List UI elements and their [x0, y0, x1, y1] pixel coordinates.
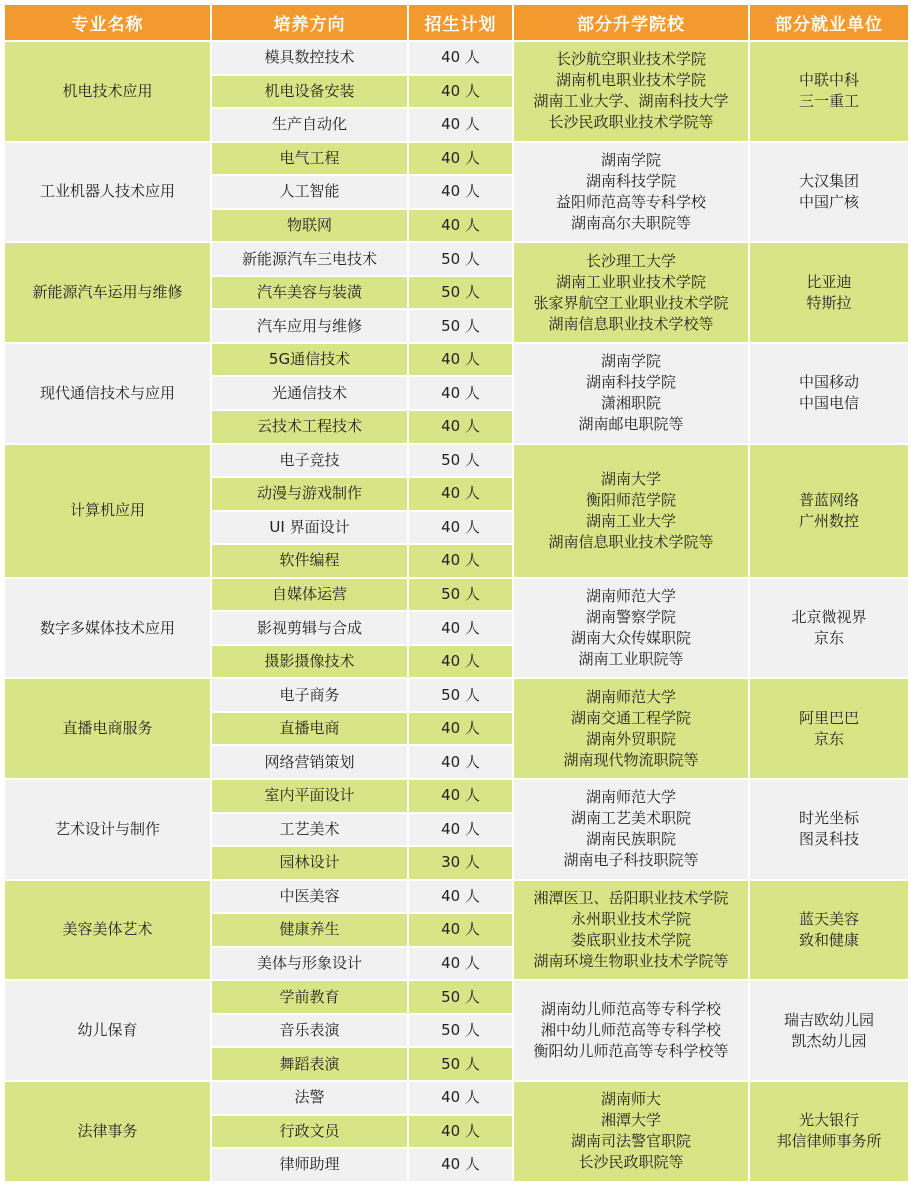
college-line: 湖南电子科技职院等 — [563, 851, 699, 870]
employer-line: 京东 — [813, 729, 844, 748]
college-line: 湖南大学 — [600, 469, 661, 488]
college-line: 湖南工艺美术职院 — [570, 809, 691, 828]
table-row — [5, 143, 908, 175]
college-line: 湖南邮电职院等 — [578, 415, 684, 434]
college-line: 湖南幼儿师范高等专科学校 — [540, 1000, 721, 1019]
enrollment-plan-cell: 40 人 — [409, 545, 512, 577]
employers-cell — [750, 445, 908, 577]
college-line: 湖南环境生物职业技术学院等 — [533, 951, 729, 970]
employer-line: 比亚迪 — [806, 272, 852, 291]
enrollment-plan-cell: 40 人 — [409, 411, 512, 443]
college-line: 长沙民政职业技术学院等 — [548, 113, 714, 132]
header-enrollment-plan: 招生计划 — [409, 5, 512, 40]
enrollment-plan-cell: 40 人 — [409, 814, 512, 846]
direction-cell: 云技术工程技术 — [212, 411, 407, 443]
employers-cell — [750, 780, 908, 879]
direction-cell: 机电设备安装 — [212, 76, 407, 108]
employer-line: 光大银行 — [798, 1111, 859, 1130]
colleges-cell — [514, 344, 748, 443]
direction-cell: 行政文员 — [212, 1116, 407, 1148]
direction-cell: 影视剪辑与合成 — [212, 612, 407, 644]
employer-line: 时光坐标 — [798, 809, 859, 828]
major-name: 计算机应用 — [5, 445, 210, 577]
major-name: 新能源汽车运用与维修 — [5, 243, 210, 342]
colleges-cell — [514, 780, 748, 879]
enrollment-plan-cell: 40 人 — [409, 713, 512, 745]
enrollment-plan-cell: 40 人 — [409, 109, 512, 141]
colleges-cell — [514, 1082, 748, 1181]
enrollment-plan-cell: 40 人 — [409, 76, 512, 108]
college-line: 潇湘职院 — [600, 394, 661, 413]
college-line: 湖南民族职院 — [585, 830, 676, 849]
employer-line: 大汉集团 — [798, 171, 859, 190]
direction-cell: 软件编程 — [212, 545, 407, 577]
direction-cell: 工艺美术 — [212, 814, 407, 846]
college-line: 张家界航空工业职业技术学院 — [533, 293, 729, 312]
college-line: 湖南高尔夫职院等 — [570, 213, 691, 232]
college-line: 湖南司法警官职院 — [570, 1132, 691, 1151]
colleges-cell — [514, 143, 748, 242]
direction-cell: 人工智能 — [212, 176, 407, 208]
college-line: 衡阳师范学院 — [585, 490, 676, 509]
college-line: 衡阳幼儿师范高等专科学校等 — [533, 1042, 729, 1061]
employers-cell — [750, 243, 908, 342]
employer-line: 中国移动 — [798, 373, 859, 392]
direction-cell: 新能源汽车三电技术 — [212, 243, 407, 275]
direction-cell: 直播电商 — [212, 713, 407, 745]
employers-cell — [750, 679, 908, 778]
direction-cell: 室内平面设计 — [212, 780, 407, 812]
direction-cell: 汽车应用与维修 — [212, 310, 407, 342]
college-line: 湖南机电职业技术学院 — [555, 71, 706, 90]
employer-line: 蓝天美容 — [798, 909, 859, 928]
enrollment-plan-cell: 50 人 — [409, 445, 512, 477]
college-line: 益阳师范高等专科学校 — [555, 192, 706, 211]
table-row — [5, 1082, 908, 1114]
majors-table — [3, 3, 910, 1183]
college-line: 湖南现代物流职院等 — [563, 750, 699, 769]
employers-cell — [750, 143, 908, 242]
enrollment-plan-cell: 40 人 — [409, 478, 512, 510]
enrollment-plan-cell: 40 人 — [409, 344, 512, 376]
enrollment-plan-cell: 40 人 — [409, 512, 512, 544]
direction-cell: 物联网 — [212, 210, 407, 242]
direction-cell: 法警 — [212, 1082, 407, 1114]
table-row — [5, 344, 908, 376]
enrollment-plan-cell: 40 人 — [409, 1116, 512, 1148]
employer-line: 京东 — [813, 629, 844, 648]
enrollment-plan-cell: 50 人 — [409, 243, 512, 275]
college-line: 湖南工业职院等 — [578, 650, 684, 669]
direction-cell: 舞蹈表演 — [212, 1048, 407, 1080]
colleges-cell — [514, 445, 748, 577]
employers-cell — [750, 579, 908, 678]
table-row — [5, 679, 908, 711]
direction-cell: 摄影摄像技术 — [212, 646, 407, 678]
enrollment-plan-cell: 40 人 — [409, 646, 512, 678]
major-name: 工业机器人技术应用 — [5, 143, 210, 242]
direction-cell: 中医美容 — [212, 881, 407, 913]
college-line: 湖南工业大学、湖南科技大学 — [533, 92, 729, 111]
direction-cell: 电子商务 — [212, 679, 407, 711]
direction-cell: 汽车美容与装潢 — [212, 277, 407, 309]
employers-cell — [750, 1082, 908, 1181]
direction-cell: 健康养生 — [212, 914, 407, 946]
employer-line: 特斯拉 — [806, 293, 852, 312]
major-name: 机电技术应用 — [5, 42, 210, 141]
employer-line: 北京微视界 — [791, 608, 867, 627]
employer-line: 中国电信 — [798, 394, 859, 413]
direction-cell: 动漫与游戏制作 — [212, 478, 407, 510]
enrollment-plan-cell: 40 人 — [409, 881, 512, 913]
direction-cell: UI 界面设计 — [212, 512, 407, 544]
enrollment-plan-cell: 50 人 — [409, 579, 512, 611]
employer-line: 凯杰幼儿园 — [791, 1031, 867, 1050]
direction-cell: 生产自动化 — [212, 109, 407, 141]
enrollment-plan-cell: 40 人 — [409, 780, 512, 812]
table-row — [5, 579, 908, 611]
direction-cell: 模具数控技术 — [212, 42, 407, 74]
enrollment-plan-cell: 50 人 — [409, 277, 512, 309]
college-line: 永州职业技术学院 — [570, 909, 691, 928]
employers-cell — [750, 881, 908, 980]
enrollment-plan-cell: 40 人 — [409, 176, 512, 208]
college-line: 湖南信息职业技术学院等 — [548, 532, 714, 551]
employers-cell — [750, 42, 908, 141]
college-line: 长沙民政职院等 — [578, 1153, 684, 1172]
header-row — [5, 5, 908, 40]
header-major-name: 专业名称 — [5, 5, 210, 40]
direction-cell: 网络营销策划 — [212, 746, 407, 778]
employer-line: 瑞吉欧幼儿园 — [783, 1010, 874, 1029]
enrollment-plan-cell: 40 人 — [409, 42, 512, 74]
table-row — [5, 981, 908, 1013]
direction-cell: 学前教育 — [212, 981, 407, 1013]
college-line: 湖南学院 — [600, 352, 661, 371]
colleges-cell — [514, 243, 748, 342]
employer-line: 致和健康 — [798, 930, 859, 949]
college-line: 湖南科技学院 — [585, 373, 676, 392]
enrollment-plan-cell: 50 人 — [409, 981, 512, 1013]
college-line: 湖南师范大学 — [585, 587, 676, 606]
college-line: 长沙理工大学 — [585, 251, 676, 270]
college-line: 湖南师范大学 — [585, 687, 676, 706]
direction-cell: 电气工程 — [212, 143, 407, 175]
enrollment-plan-cell: 40 人 — [409, 143, 512, 175]
major-name: 美容美体艺术 — [5, 881, 210, 980]
major-name: 法律事务 — [5, 1082, 210, 1181]
direction-cell: 电子竞技 — [212, 445, 407, 477]
direction-cell: 园林设计 — [212, 847, 407, 879]
college-line: 湘潭大学 — [600, 1111, 661, 1130]
enrollment-plan-cell: 50 人 — [409, 1015, 512, 1047]
enrollment-plan-cell: 40 人 — [409, 746, 512, 778]
header-direction: 培养方向 — [212, 5, 407, 40]
colleges-cell — [514, 42, 748, 141]
employer-line: 邦信律师事务所 — [776, 1132, 882, 1151]
college-line: 湖南工业职业技术学院 — [555, 272, 706, 291]
employer-line: 三一重工 — [798, 92, 859, 111]
colleges-cell — [514, 981, 748, 1080]
college-line: 湖南工业大学 — [585, 511, 676, 530]
employer-line: 图灵科技 — [798, 830, 859, 849]
enrollment-plan-cell: 30 人 — [409, 847, 512, 879]
enrollment-plan-cell: 40 人 — [409, 377, 512, 409]
colleges-cell — [514, 881, 748, 980]
college-line: 湖南外贸职院 — [585, 729, 676, 748]
direction-cell: 律师助理 — [212, 1149, 407, 1181]
enrollment-plan-cell: 40 人 — [409, 948, 512, 980]
employer-line: 阿里巴巴 — [798, 708, 859, 727]
colleges-cell — [514, 579, 748, 678]
college-line: 湖南师范大学 — [585, 788, 676, 807]
table-row — [5, 42, 908, 74]
direction-cell: 5G通信技术 — [212, 344, 407, 376]
direction-cell: 光通信技术 — [212, 377, 407, 409]
colleges-cell — [514, 679, 748, 778]
college-line: 湘中幼儿师范高等专科学校 — [540, 1021, 721, 1040]
direction-cell: 美体与形象设计 — [212, 948, 407, 980]
employer-line: 中国广核 — [798, 192, 859, 211]
table-row — [5, 881, 908, 913]
college-line: 湘潭医卫、岳阳职业技术学院 — [533, 888, 729, 907]
employer-line: 中联中科 — [798, 71, 859, 90]
college-line: 湖南信息职业技术学校等 — [548, 314, 714, 333]
header-colleges: 部分升学院校 — [514, 5, 748, 40]
college-line: 湖南科技学院 — [585, 171, 676, 190]
table-row — [5, 445, 908, 477]
college-line: 湖南警察学院 — [585, 608, 676, 627]
table-row — [5, 243, 908, 275]
direction-cell: 自媒体运营 — [212, 579, 407, 611]
enrollment-plan-cell: 40 人 — [409, 1082, 512, 1114]
college-line: 娄底职业技术学院 — [570, 930, 691, 949]
enrollment-plan-cell: 40 人 — [409, 914, 512, 946]
direction-cell: 音乐表演 — [212, 1015, 407, 1047]
header-employers: 部分就业单位 — [750, 5, 908, 40]
enrollment-plan-cell: 50 人 — [409, 310, 512, 342]
enrollment-plan-cell: 40 人 — [409, 1149, 512, 1181]
major-name: 艺术设计与制作 — [5, 780, 210, 879]
college-line: 湖南大众传媒职院 — [570, 629, 691, 648]
college-line: 长沙航空职业技术学院 — [555, 50, 706, 69]
table-row — [5, 780, 908, 812]
college-line: 湖南交通工程学院 — [570, 708, 691, 727]
major-name: 直播电商服务 — [5, 679, 210, 778]
employers-cell — [750, 344, 908, 443]
employer-line: 普蓝网络 — [798, 490, 859, 509]
major-name: 幼儿保育 — [5, 981, 210, 1080]
enrollment-plan-cell: 40 人 — [409, 612, 512, 644]
enrollment-plan-cell: 40 人 — [409, 210, 512, 242]
major-name: 现代通信技术与应用 — [5, 344, 210, 443]
table-body — [5, 42, 908, 1181]
college-line: 湖南学院 — [600, 150, 661, 169]
enrollment-plan-cell: 50 人 — [409, 679, 512, 711]
major-name: 数字多媒体技术应用 — [5, 579, 210, 678]
college-line: 湖南师大 — [600, 1090, 661, 1109]
enrollment-plan-cell: 50 人 — [409, 1048, 512, 1080]
employer-line: 广州数控 — [798, 511, 859, 530]
employers-cell — [750, 981, 908, 1080]
